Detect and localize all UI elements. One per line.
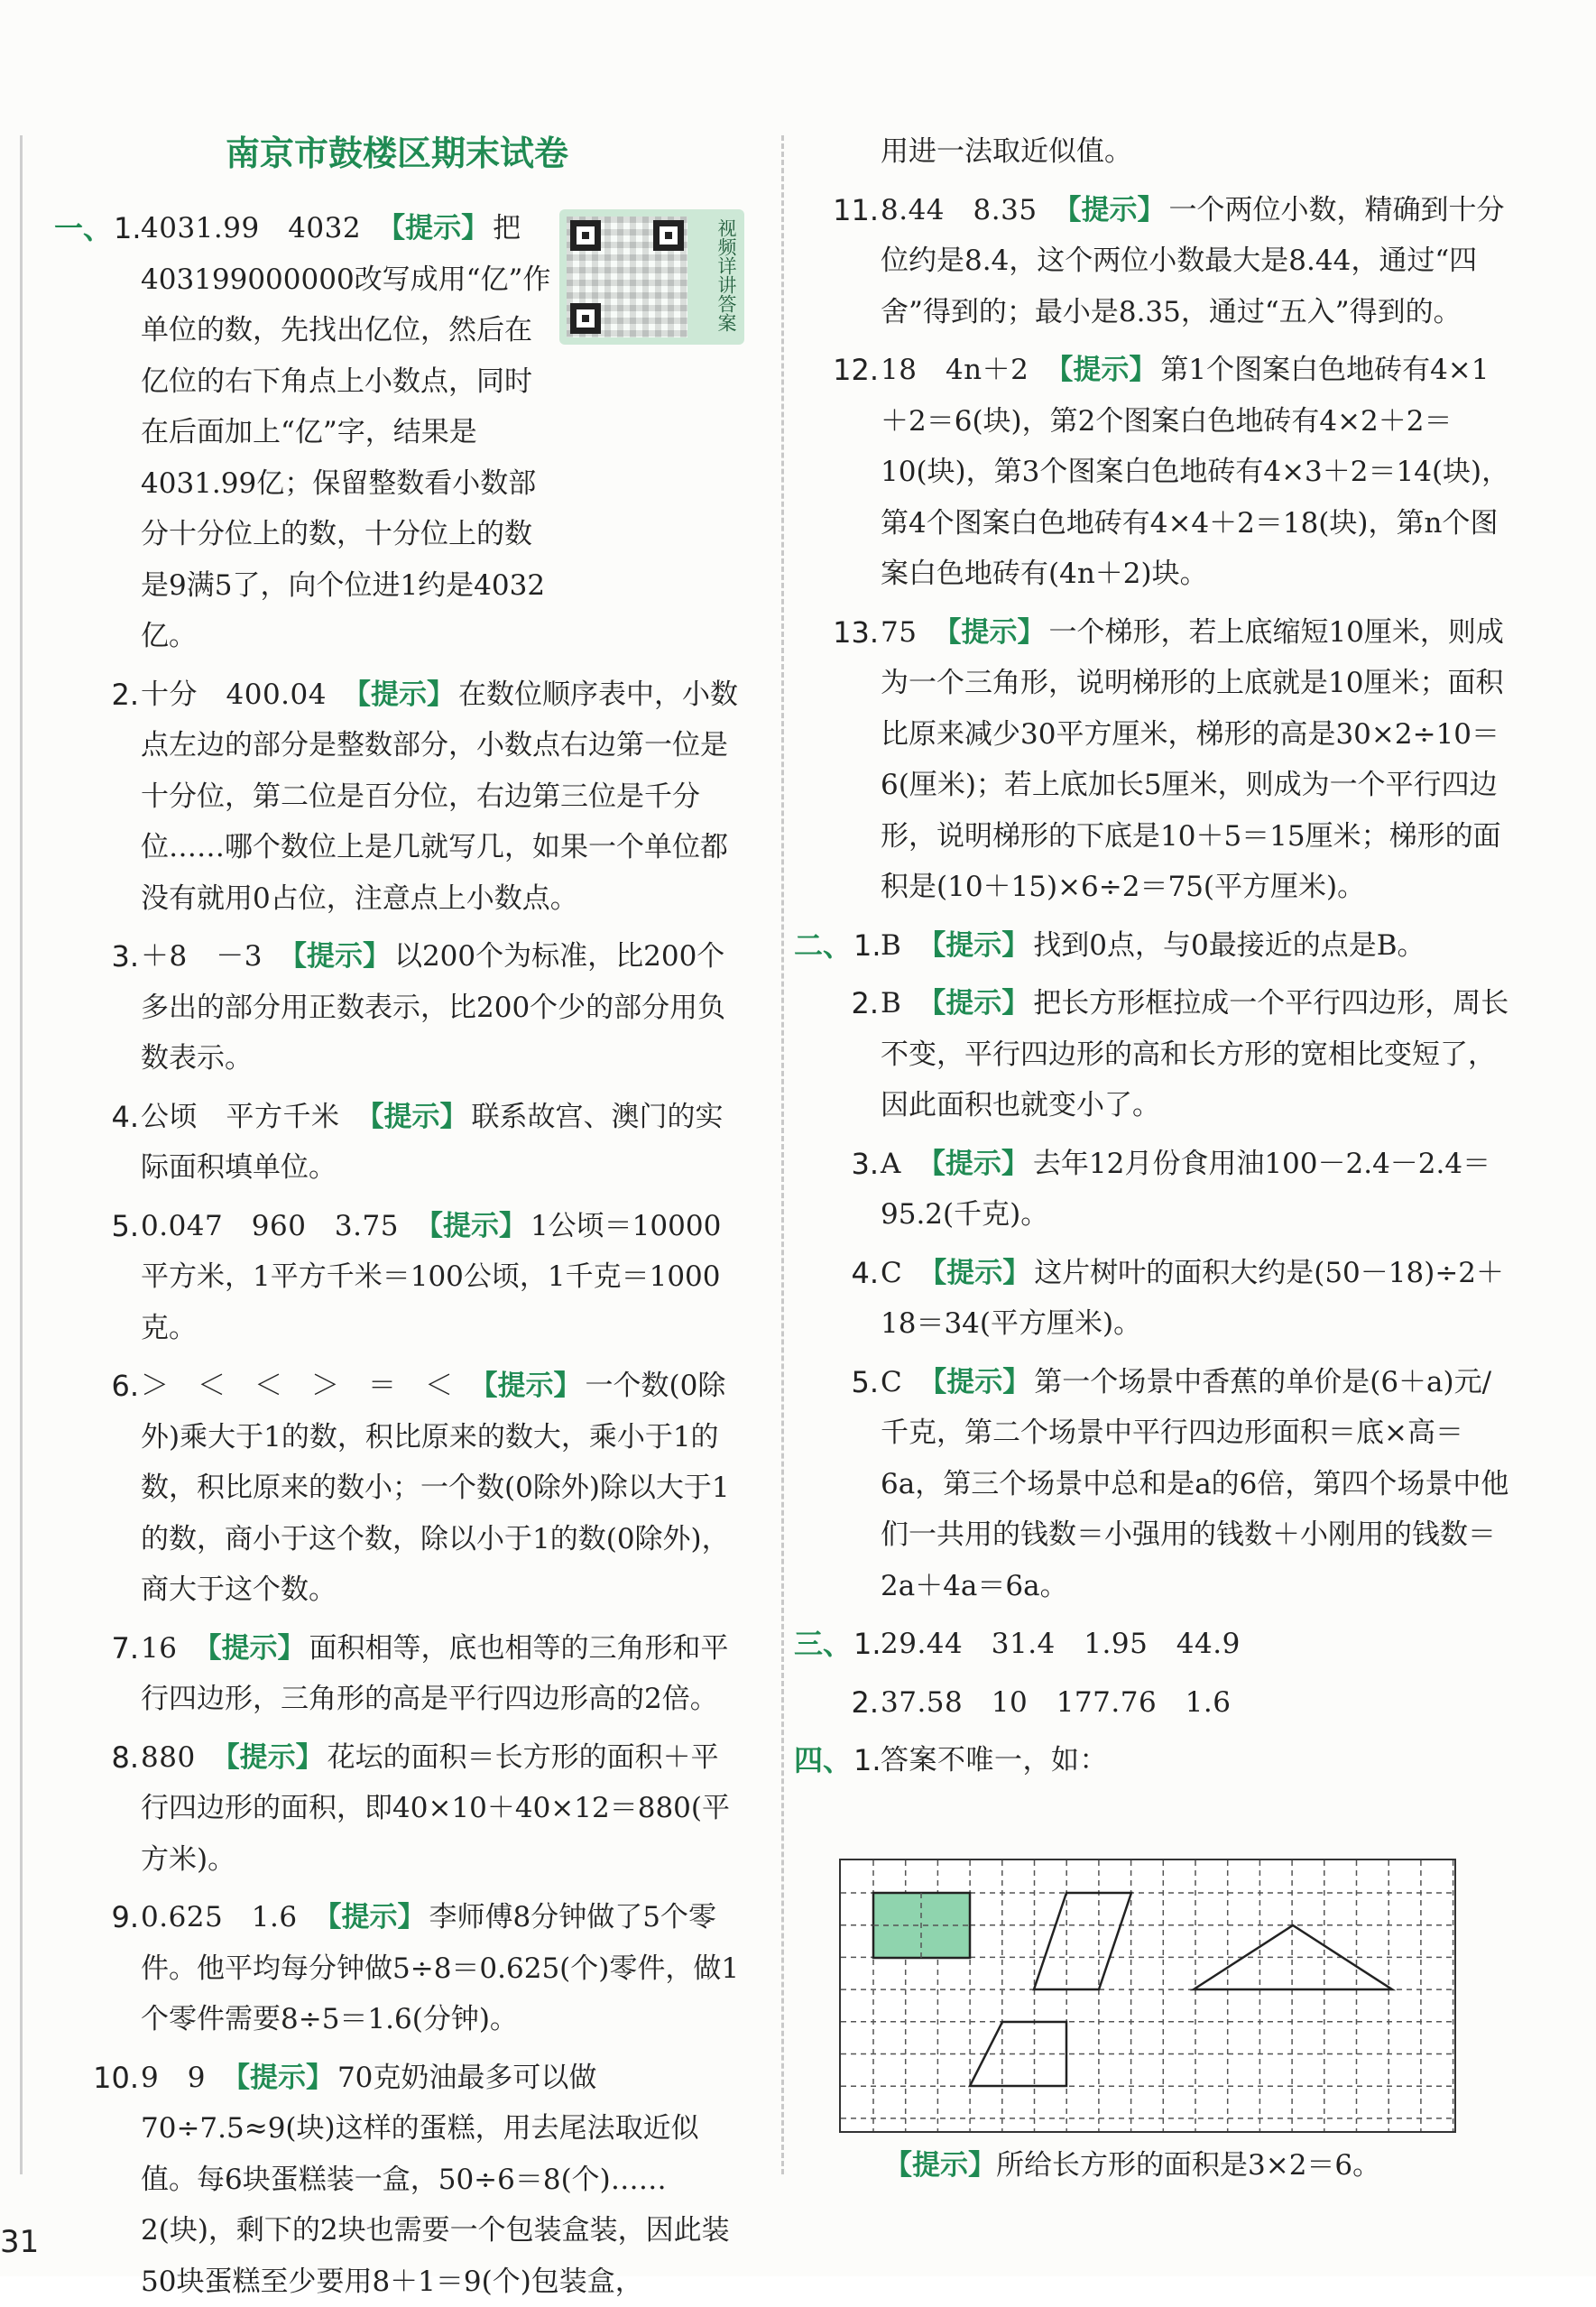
hint-explanation: 这片树叶的面积大约是(50－18)÷2＋18＝34(平方厘米)。 — [881, 1257, 1504, 1341]
hint-label: 【提示】 — [918, 987, 1029, 1020]
item-number — [794, 1735, 879, 1786]
item-number — [54, 203, 139, 254]
question-number: 10. — [93, 2061, 139, 2095]
answer-item — [794, 1619, 1516, 1670]
section-number: 二、 — [794, 928, 852, 963]
item-number — [794, 1357, 879, 1408]
answer-value: B — [881, 987, 901, 1020]
item-number — [54, 1623, 139, 1675]
answer-value: 37.58 10 177.76 1.6 — [881, 1686, 1231, 1719]
hint-text: 所给长方形的面积是3×2＝6。 — [996, 2149, 1380, 2182]
answer-value: 4031.99 4032 — [141, 212, 361, 245]
answer-item — [54, 203, 740, 662]
answer-value: 答案不唯一，如： — [881, 1744, 1108, 1776]
answer-value: 9 9 — [141, 2062, 206, 2094]
item-number — [794, 185, 879, 236]
answer-item — [54, 1623, 740, 1725]
hint-label: 【提示】 — [343, 678, 455, 711]
question-number: 6. — [111, 1369, 139, 1403]
hint-label: 【提示】 — [356, 1101, 468, 1133]
hint-explanation: 一个两位小数，精确到十分位约是8.4，这个两位小数最大是8.44，通过“四舍”得到的；最小是8.35，通过“五入”得到的。 — [881, 194, 1505, 328]
answer-value: B — [881, 929, 901, 962]
item-number — [54, 931, 139, 983]
answer-item — [54, 1361, 740, 1616]
hint-explanation: 在数位顺序表中，小数点左边的部分是整数部分，小数点右边第一位是十分位，第二位是百分位，右边第三位是千分位……哪个数位上是几就写几，如果一个单位都没有就用0占位，注意点上小数点。 — [141, 678, 738, 915]
answer-value: 十分 400.04 — [141, 678, 327, 711]
answer-value: 8.44 8.35 — [881, 194, 1038, 226]
hint-label: 【提示】 — [470, 1370, 582, 1402]
parallelogram-shape — [1034, 1893, 1131, 1989]
answer-value: 0.625 1.6 — [141, 1901, 298, 1933]
answer-value: ＞ ＜ ＜ ＞ ＝ ＜ — [141, 1370, 454, 1402]
answer-item — [794, 920, 1516, 972]
answer-item — [794, 978, 1516, 1131]
question-number: 9. — [111, 1900, 139, 1934]
hint-explanation: 李师傅8分钟做了5个零件。他平均每分钟做5÷8＝0.625(个)零件，做1个零件需要8÷5＝1.6(分钟)。 — [141, 1901, 739, 2035]
answer-item — [54, 1201, 740, 1354]
question-number: 1. — [853, 928, 881, 963]
hint-explanation: 70克奶油最多可以做70÷7.5≈9(块)这样的蛋糕，用去尾法取近似值。每6块蛋糕装一盒，50÷6＝8(个)……2(块)，剩下的2块也需要一个包装盒装，因此装50块蛋糕至少要用8＋1＝9(个)包装盒， — [141, 2062, 730, 2298]
item-number — [54, 669, 139, 721]
item-number — [794, 978, 879, 1029]
hint-explanation: 花坛的面积＝长方形的面积＋平行四边形的面积，即40×10＋40×12＝880(平方米)。 — [141, 1741, 730, 1876]
question-number: 1. — [853, 1743, 881, 1777]
hint-label: 【提示】 — [918, 1257, 1030, 1289]
answer-item — [54, 1732, 740, 1886]
question-number: 3. — [111, 939, 139, 974]
question-number: 2. — [111, 678, 139, 712]
hint-label: 【提示】 — [1045, 354, 1157, 386]
item-number — [54, 1732, 139, 1784]
hint-label: 【提示】 — [933, 616, 1045, 649]
question-number: 3. — [851, 1147, 879, 1181]
qr-caption: 视频详讲答案 — [695, 218, 738, 332]
hint-label: 【提示】 — [212, 1741, 324, 1774]
question-number: 1. — [114, 211, 142, 245]
continuation-text: 用进一法取近似值。 — [794, 126, 1516, 178]
question-number: 8. — [111, 1740, 139, 1775]
section-number: 三、 — [794, 1627, 852, 1661]
hint-explanation: 第一个场景中香蕉的单价是(6＋a)元/千克，第二个场景中平行四边形面积＝底×高＝6a，第三个场景中总和是a的6倍，第四个场景中他们一共用的钱数＝小强用的钱数＋小刚用的钱数＝2a＋4a＝6a。 — [881, 1366, 1508, 1602]
question-number: 11. — [833, 193, 879, 227]
hint-explanation: 以200个为标准，比200个多出的部分用正数表示，比200个少的部分用负数表示。 — [141, 940, 725, 1075]
hint-label: 【提示】 — [314, 1901, 426, 1933]
hint-explanation: 把长方形框拉成一个平行四边形，周长不变，平行四边形的高和长方形的宽相比变短了，因此面积也就变小了。 — [881, 987, 1508, 1121]
hint-label: 【提示】 — [415, 1210, 527, 1242]
item-number — [794, 1139, 879, 1190]
answer-value: 公顷 平方千米 — [141, 1101, 340, 1133]
answer-value: 18 4n＋2 — [881, 354, 1029, 386]
item-number — [54, 1892, 139, 1943]
answer-item — [794, 1139, 1516, 1241]
answer-item — [54, 931, 740, 1084]
item-number — [54, 1092, 139, 1143]
item-number — [794, 1248, 879, 1299]
item-number — [794, 1677, 879, 1729]
answer-value: 75 — [881, 616, 917, 649]
answer-item — [794, 1248, 1516, 1350]
page-number: 31 — [0, 2224, 39, 2260]
question-number: 13. — [833, 615, 879, 650]
page-title: 南京市鼓楼区期末试卷 — [54, 126, 740, 180]
question-number: 12. — [833, 353, 879, 387]
answer-item — [54, 2053, 740, 2307]
hint-label: 【提示】 — [918, 929, 1029, 962]
hint-explanation: 一个数(0除外)乘大于1的数，积比原来的数大，乘小于1的数，积比原来的数小；一个数(0除外)除以大于1的数，商小于这个数，除以小于1的数(0除外)，商大于这个数。 — [141, 1370, 730, 1606]
answer-item — [794, 185, 1516, 338]
item-number — [794, 920, 879, 972]
hint-explanation: 把403199000000改写成用“亿”作单位的数，先找出亿位，然后在亿位的右下角点上小数点，同时在后面加上“亿”字，结果是4031.99亿；保留整数看小数部分十分位上的数，十分位上的数是9满5了，向个位进1约是4032亿。 — [141, 212, 550, 652]
question-number: 5. — [851, 1365, 879, 1399]
answer-value: C — [881, 1366, 902, 1398]
hint-explanation: 联系故宫、澳门的实际面积填单位。 — [141, 1101, 724, 1185]
answer-item — [54, 1092, 740, 1194]
hint-explanation: 第1个图案白色地砖有4×1＋2＝6(块)，第2个图案白色地砖有4×2＋2＝10(块)，第3个图案白色地砖有4×3＋2＝14(块)，第4个图案白色地砖有4×4＋2＝18(块)，第n个图案白色地砖有(4n＋2)块。 — [881, 354, 1509, 590]
answer-item — [794, 607, 1516, 913]
item-number — [794, 607, 879, 659]
hint-label: 【提示】 — [377, 212, 489, 245]
answer-item — [794, 1735, 1516, 1786]
answer-item — [54, 669, 740, 925]
answer-value: A — [881, 1148, 901, 1180]
column-divider — [781, 135, 784, 2174]
answer-item — [794, 1677, 1516, 1729]
answer-item — [794, 345, 1516, 600]
item-number — [54, 1361, 139, 1412]
hint-label: 【提示】 — [222, 2062, 334, 2094]
hint-label: 【提示】 — [279, 940, 391, 973]
left-column — [54, 203, 740, 2307]
hint-explanation: 1公顷＝10000平方米，1平方千米＝100公顷，1千克＝1000克。 — [141, 1210, 721, 1344]
question-number: 2. — [851, 986, 879, 1020]
item-number — [54, 2053, 139, 2104]
section-number: 四、 — [794, 1743, 852, 1777]
hint-label: 【提示】 — [1054, 194, 1166, 226]
answer-value: 880 — [141, 1741, 196, 1774]
answer-value: 16 — [141, 1632, 177, 1665]
hint-label: 【提示】 — [884, 2149, 996, 2182]
answer-value: 0.047 960 3.75 — [141, 1210, 399, 1242]
answer-item — [54, 1892, 740, 2045]
right-column — [794, 126, 1516, 1786]
hint-label: 【提示】 — [918, 1366, 1030, 1398]
hint-explanation: 面积相等，底也相等的三角形和平行四边形，三角形的高是平行四边形高的2倍。 — [141, 1632, 728, 1716]
grid-drawing — [839, 1859, 1456, 2133]
hint-explanation: 找到0点，与0最接近的点是B。 — [1033, 929, 1425, 962]
hint-label: 【提示】 — [918, 1148, 1029, 1180]
question-number: 1. — [853, 1627, 881, 1661]
hint-explanation: 去年12月份食用油100－2.4－2.4＝95.2(千克)。 — [881, 1148, 1490, 1232]
answer-value: C — [881, 1257, 902, 1289]
item-number — [794, 1619, 879, 1670]
item-number — [54, 1201, 139, 1252]
hint-label: 【提示】 — [193, 1632, 305, 1665]
section-number: 一、 — [54, 211, 112, 245]
item-number — [794, 345, 879, 396]
grid-svg — [841, 1860, 1454, 2131]
answer-item — [794, 1357, 1516, 1612]
margin-line — [20, 135, 23, 2174]
answer-value: 29.44 31.4 1.95 44.9 — [881, 1628, 1241, 1660]
question-number: 2. — [851, 1685, 879, 1720]
grid-hint — [884, 2143, 1380, 2188]
hint-explanation: 一个梯形，若上底缩短10厘米，则成为一个三角形，说明梯形的上底就是10厘米；面积比原来减少30平方厘米，梯形的高是30×2÷10＝6(厘米)；若上底加长5厘米，则成为一个平行四边形，说明梯形的下底是10＋5＝15厘米；梯形的面积是(10＋15)×6÷2＝75(平方厘米)。 — [881, 616, 1504, 904]
question-number: 4. — [851, 1256, 879, 1290]
question-number: 5. — [111, 1209, 139, 1243]
answer-value: ＋8 －3 — [141, 940, 263, 973]
question-number: 7. — [111, 1631, 139, 1666]
question-number: 4. — [111, 1100, 139, 1134]
